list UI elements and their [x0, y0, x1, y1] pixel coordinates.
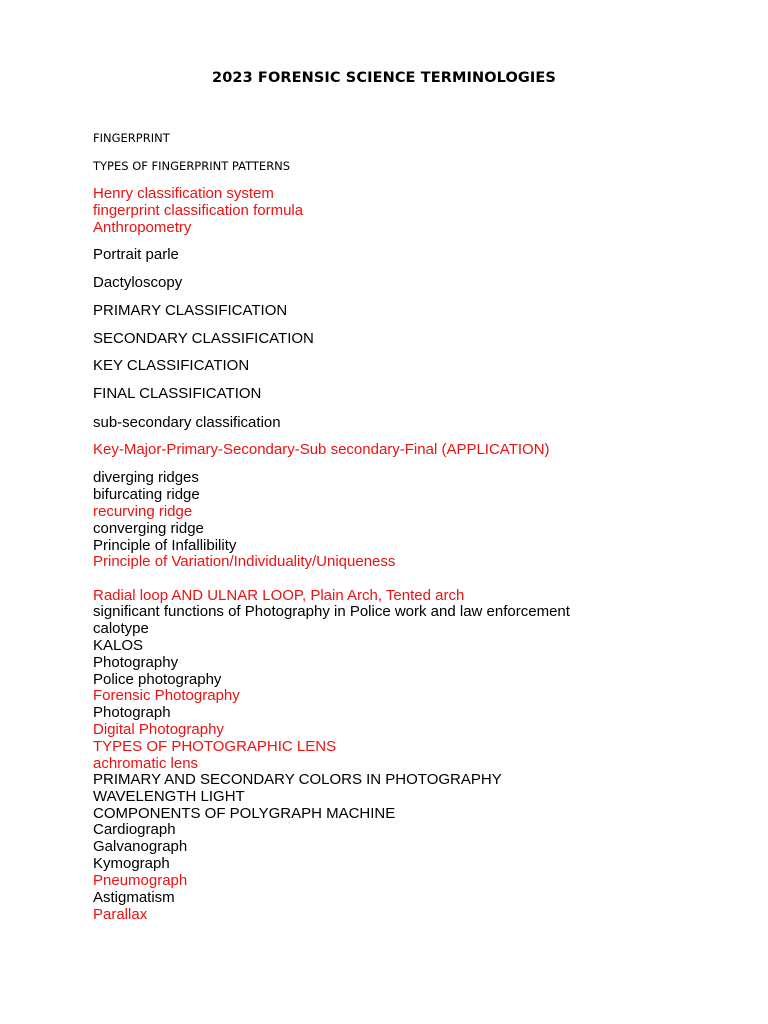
term-line: Principle of Variation/Individuality/Uniqueness: [93, 553, 396, 570]
term-line: PRIMARY AND SECONDARY COLORS IN PHOTOGRAPHY: [93, 771, 502, 788]
term-line: Parallax: [93, 906, 148, 923]
term-line: sub-secondary classification: [93, 414, 281, 431]
term-line: FINAL CLASSIFICATION: [93, 385, 262, 402]
term-line: SECONDARY CLASSIFICATION: [93, 330, 314, 347]
term-line: Henry classification system: [93, 185, 274, 202]
term-line: Police photography: [93, 671, 222, 688]
term-line: bifurcating ridge: [93, 486, 200, 503]
term-line: Photography: [93, 654, 179, 671]
term-line: Pneumograph: [93, 872, 188, 889]
term-line: Key-Major-Primary-Secondary-Sub secondary-Final (APPLICATION): [93, 441, 550, 458]
term-line: diverging ridges: [93, 469, 199, 486]
term-line: Astigmatism: [93, 889, 175, 906]
document-title: 2023 FORENSIC SCIENCE TERMINOLOGIES: [212, 70, 556, 86]
term-line: Anthropometry: [93, 219, 192, 236]
term-line: Dactyloscopy: [93, 274, 183, 291]
term-line: FINGERPRINT: [93, 131, 170, 145]
term-line: TYPES OF PHOTOGRAPHIC LENS: [93, 738, 337, 755]
term-line: KEY CLASSIFICATION: [93, 357, 250, 374]
term-line: PRIMARY CLASSIFICATION: [93, 302, 288, 319]
term-line: significant functions of Photography in Police work and law enforcement: [93, 603, 570, 620]
term-line: Forensic Photography: [93, 687, 240, 704]
term-line: WAVELENGTH LIGHT: [93, 788, 245, 805]
term-line: calotype: [93, 620, 149, 637]
term-line: Cardiograph: [93, 821, 176, 838]
term-line: Radial loop AND ULNAR LOOP, Plain Arch, Tented arch: [93, 587, 465, 604]
term-line: Principle of Infallibility: [93, 537, 237, 554]
term-line: KALOS: [93, 637, 144, 654]
term-line: Photograph: [93, 704, 171, 721]
term-line: Portrait parle: [93, 246, 179, 263]
term-line: recurving ridge: [93, 503, 193, 520]
term-line: TYPES OF FINGERPRINT PATTERNS: [93, 159, 291, 173]
term-line: COMPONENTS OF POLYGRAPH MACHINE: [93, 805, 396, 822]
term-line: Digital Photography: [93, 721, 224, 738]
term-line: fingerprint classification formula: [93, 202, 304, 219]
term-line: Kymograph: [93, 855, 170, 872]
term-line: Galvanograph: [93, 838, 188, 855]
term-line: achromatic lens: [93, 755, 199, 772]
term-line: converging ridge: [93, 520, 204, 537]
